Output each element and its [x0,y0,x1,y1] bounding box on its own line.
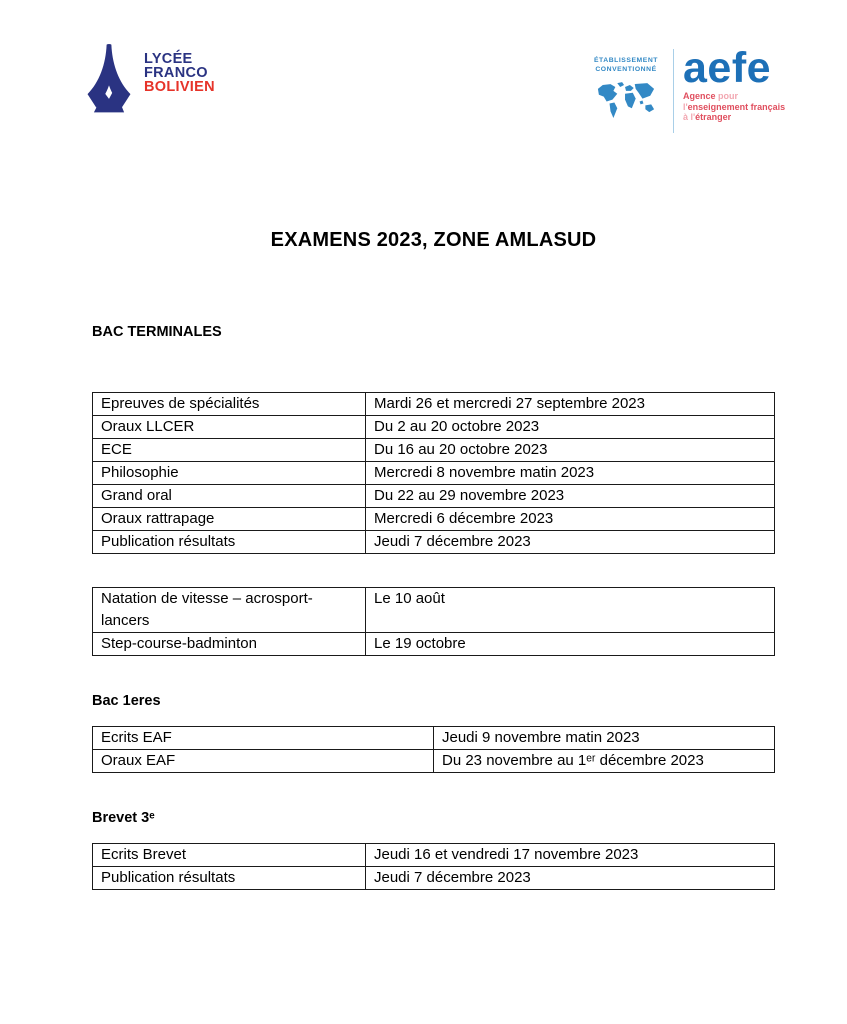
table-row [93,462,775,485]
exam-label-cell: Publication résultats [93,531,366,554]
tagline-segment: l' [683,101,688,112]
exam-label-cell: Philosophie [93,462,366,485]
table-row [93,393,775,416]
establishment-label-line1: ÉTABLISSEMENT [593,57,659,64]
section-heading-bac-terminales: BAC TERMINALES [92,324,222,340]
exam-date-cell: Du 22 au 29 novembre 2023 [366,485,775,508]
exam-date-cell: Mardi 26 et mercredi 27 septembre 2023 [366,393,775,416]
establishment-label-line2: CONVENTIONNÉ [595,66,657,73]
tagline-segment: Agence [683,91,716,101]
exam-date-cell: Jeudi 7 décembre 2023 [366,531,775,554]
table-row [93,633,775,656]
exam-label-cell: Step-course-badminton [93,633,366,656]
aefe-establishment-block [588,47,664,135]
section-heading-bac-1eres: Bac 1eres [92,693,161,709]
bac-terminales-table [92,392,775,554]
school-logo-line1: LYCÉE [144,51,193,67]
world-map-icon [588,81,664,122]
exam-date-cell: Du 16 au 20 octobre 2023 [366,439,775,462]
school-logo-line3: BOLIVIEN [144,78,215,95]
aefe-tagline-line3 [683,112,785,123]
school-logo-text [144,53,215,114]
table-row [93,531,775,554]
exam-label-cell: Oraux rattrapage [93,508,366,531]
table-row [93,750,775,773]
exam-label-cell: Natation de vitesse – acrosport-lancers [93,588,366,633]
school-logo-line2: FRANCO [144,64,208,81]
table-row [93,485,775,508]
exam-label-cell: ECE [93,439,366,462]
brevet-table [92,843,775,890]
aefe-brand-text: aefe [683,44,772,92]
eiffel-tower-mountain-icon [85,44,133,114]
exam-date-cell: Le 19 octobre [366,633,775,656]
exam-label-cell: Oraux LLCER [93,416,366,439]
exam-date-cell: Du 23 novembre au 1ᵉʳ décembre 2023 [434,750,775,773]
exam-date-cell: Mercredi 8 novembre matin 2023 [366,462,775,485]
tagline-segment: pour [715,91,739,101]
exam-date-cell: Jeudi 16 et vendredi 17 novembre 2023 [366,844,775,867]
table-row [93,867,775,890]
exam-label-cell: Epreuves de spécialités [93,393,366,416]
exam-label-cell: Grand oral [93,485,366,508]
bac-1eres-table [92,726,775,773]
section-heading-brevet: Brevet 3ᵉ [92,810,155,826]
table-row [93,844,775,867]
exam-date-cell: Jeudi 9 novembre matin 2023 [434,727,775,750]
exam-date-cell: Le 10 août [366,588,775,633]
eps-table [92,587,775,656]
aefe-tagline [683,91,785,123]
exam-label-cell: Ecrits EAF [93,727,434,750]
tagline-segment: enseignement français [687,101,786,112]
table-row [93,439,775,462]
table-row [93,416,775,439]
aefe-tagline-line1 [683,91,785,102]
table-row [93,588,775,633]
exam-label-cell: Publication résultats [93,867,366,890]
school-logo [85,44,215,114]
table-row [93,727,775,750]
establishment-label [588,56,664,74]
logo-divider [673,49,674,133]
page-title: EXAMENS 2023, ZONE AMLASUD [270,229,597,251]
tagline-segment: à l' [683,112,696,122]
table-row [93,508,775,531]
aefe-brand-block [683,44,786,135]
aefe-logo [588,44,786,135]
exam-date-cell: Mercredi 6 décembre 2023 [366,508,775,531]
exam-label-cell: Ecrits Brevet [93,844,366,867]
exam-label-cell: Oraux EAF [93,750,434,773]
exam-date-cell: Du 2 au 20 octobre 2023 [366,416,775,439]
exam-date-cell: Jeudi 7 décembre 2023 [366,867,775,890]
aefe-tagline-line2 [683,102,785,113]
tagline-segment: étranger [695,112,732,122]
